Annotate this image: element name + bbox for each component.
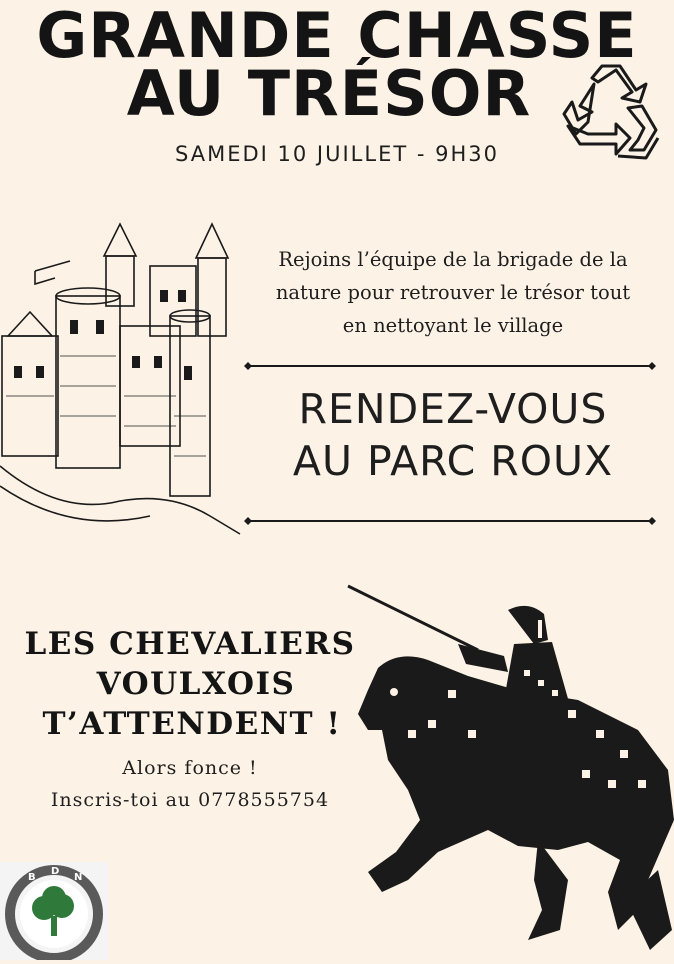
castle-illustration [0, 216, 245, 546]
divider-bottom [244, 515, 656, 527]
intro-line: en nettoyant le village [342, 314, 564, 337]
poster-title-line-1: GRANDE CHASSE [36, 0, 638, 72]
brigade-logo [0, 862, 108, 960]
knights-line-1: LES CHEVALIERS [24, 626, 356, 662]
logo-letter-n: N [74, 872, 83, 883]
intro-text [242, 243, 664, 342]
meeting-line-2: AU PARC ROUX [292, 437, 614, 485]
poster-title-line-2: AU TRÉSOR [126, 57, 532, 130]
divider-top [244, 360, 656, 372]
intro-line: Rejoins l’équipe de la brigade de la [278, 248, 628, 271]
cta-phone-line: Inscris-toi au 0778555754 [50, 789, 330, 811]
cta-line-1: Alors fonce ! [122, 757, 258, 779]
knights-line-3: T’ATTENDENT ! [42, 706, 342, 742]
event-date-time: SAMEDI 10 JUILLET - 9H30 [175, 142, 499, 166]
intro-line: nature pour retrouver le trésor tout [275, 281, 631, 304]
meeting-line-1: RENDEZ-VOUS [298, 385, 608, 433]
logo-letter-b: B [28, 872, 36, 883]
logo-emblem [0, 862, 108, 960]
knight-on-horse-illustration [338, 580, 674, 960]
knights-line-2: VOULXOIS [96, 666, 296, 702]
logo-letter-d: D [51, 866, 60, 877]
